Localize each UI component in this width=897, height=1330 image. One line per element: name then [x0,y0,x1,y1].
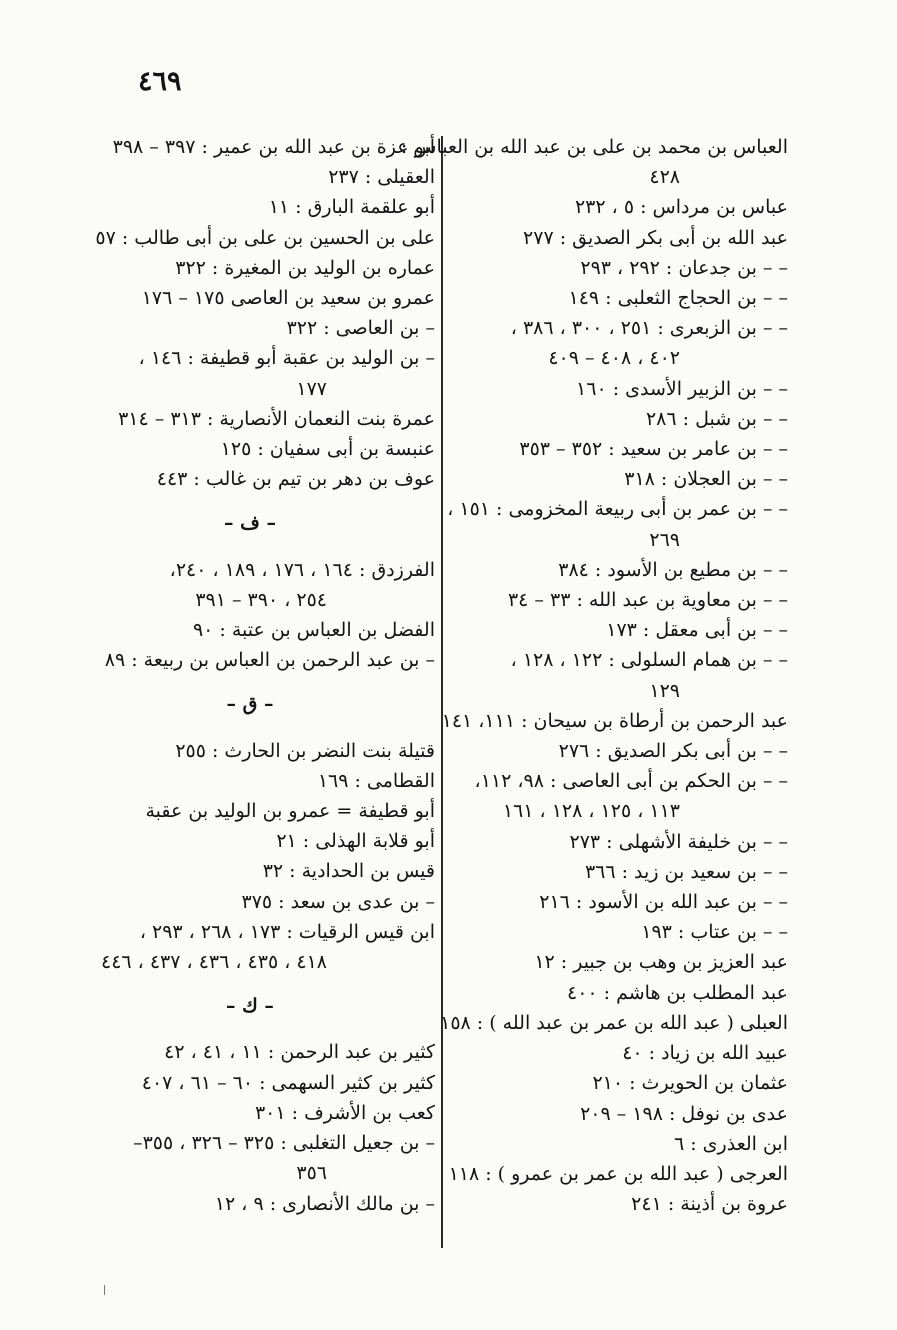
index-entry: عبد الرحمن بن أرطاة بن سيحان : ١١١، ١٤١ [441,709,788,732]
index-entry: – – بن جدعان : ٢٩٢ ، ٢٩٣ [580,256,788,279]
index-entry: العباس بن محمد بن على بن عبد الله بن العباس : [400,136,788,158]
index-entry-continuation: ٤٢٨ [649,166,680,189]
index-entry: – بن عدى بن سعد : ٣٧٥ [241,890,435,913]
section-letter-heading: – ق – [226,693,274,716]
index-entry: كعب بن الأشرف : ٣٠١ [254,1101,435,1124]
index-entry: عبد الله بن أبى بكر الصديق : ٢٧٧ [523,226,788,249]
index-entry: – بن جعيل التغلبى : ٣٢٥ – ٣٢٦ ، ٣٥٥– [133,1132,435,1155]
index-entry: كثير بن عبد الرحمن : ١١ ، ٤١ ، ٤٢ [164,1041,435,1064]
index-entry: عروة بن أذينة : ٢٤١ [631,1193,788,1216]
index-entry: – بن الوليد بن عقبة أبو قطيفة : ١٤٦ ، [138,347,435,370]
page-speck [104,1285,105,1295]
index-entry: الفرزدق : ١٦٤ ، ١٧٦ ، ١٨٩ ، ٢٤٠، [169,558,435,581]
index-entry: ابن العذرى : ٦ [673,1132,788,1155]
index-entry: عدى بن نوفل : ١٩٨ – ٢٠٩ [580,1102,788,1125]
index-entry: – – بن مطيع بن الأسود : ٣٨٤ [558,558,788,581]
index-entry: – – بن عمر بن أبى ربيعة المخزومى : ١٥١ ، [447,498,788,521]
index-entry: – – بن الحكم بن أبى العاصى : ٩٨، ١١٢، [474,770,788,793]
index-entry: أبو عزة بن عبد الله بن عمير : ٣٩٧ – ٣٩٨ [112,136,435,158]
index-entry: – بن العاصى : ٣٢٢ [286,317,435,340]
index-entry: أبو قطيفة = عمرو بن الوليد بن عقبة [145,800,435,823]
index-entry-continuation: ٢٥٤ ، ٣٩٠ – ٣٩١ [195,588,327,611]
index-entry: عبد المطلب بن هاشم : ٤٠٠ [567,981,788,1004]
index-entry: أبو قلابة الهذلى : ٢١ [276,830,435,853]
index-entry: – – بن شبل : ٢٨٦ [645,407,788,430]
index-entry: كثير بن كثير السهمى : ٦٠ – ٦١ ، ٤٠٧ [141,1071,435,1094]
index-entry: الفضل بن العباس بن عتبة : ٩٠ [192,619,435,642]
index-entry: عماره بن الوليد بن المغيرة : ٣٢٢ [175,256,435,279]
index-entry: – – بن الحجاج الثعلبى : ١٤٩ [568,287,788,310]
index-entry: العبلى ( عبد الله بن عمر بن عبد الله ) : ١٥٨ [440,1011,788,1034]
section-letter-heading: – ف – [224,512,276,535]
index-entry-continuation: ٤١٨ ، ٤٣٥ ، ٤٣٦ ، ٤٣٧ ، ٤٤٦ [101,951,327,974]
index-entry: – – بن همام السلولى : ١٢٢ ، ١٢٨ ، [510,649,788,672]
index-entry: – – بن أبى بكر الصديق : ٢٧٦ [558,740,788,763]
index-entry: – – بن العجلان : ٣١٨ [624,468,788,491]
column-divider [441,136,443,1248]
index-entry: – بن مالك الأنصارى : ٩ ، ١٢ [214,1192,435,1215]
index-entry-continuation: ٣٥٦ [296,1162,327,1185]
index-entry: عوف بن دهر بن تيم بن غالب : ٤٤٣ [156,468,435,491]
index-entry: – – بن أبى معقل : ١٧٣ [606,619,788,642]
index-entry: – – بن معاوية بن عبد الله : ٣٣ – ٣٤ [507,589,788,612]
index-entry: قتيلة بنت النضر بن الحارث : ٢٥٥ [175,739,435,762]
index-entry: عمرة بنت النعمان الأنصارية : ٣١٣ – ٣١٤ [118,407,435,430]
index-entry: العقيلى : ٢٣٧ [328,166,435,189]
section-letter-heading: – ك – [226,995,274,1018]
index-entry: – – بن عتاب : ١٩٣ [641,921,788,944]
index-entry: عثمان بن الحويرث : ٢١٠ [592,1072,788,1095]
index-entry: على بن الحسين بن على بن أبى طالب : ٥٧ [95,226,435,249]
index-entry: العرجى ( عبد الله بن عمر بن عمرو ) : ١١٨ [448,1162,788,1185]
index-entry: عمرو بن سعيد بن العاصى ١٧٥ – ١٧٦ [141,287,435,310]
index-entry: – – بن عبد الله بن الأسود : ٢١٦ [539,891,788,914]
index-entry: عبيد الله بن زياد : ٤٠ [622,1042,788,1065]
index-column-left [95,132,435,1219]
index-entry: – – بن الزبعرى : ٢٥١ ، ٣٠٠ ، ٣٨٦ ، [510,317,788,340]
index-entry: عنبسة بن أبى سفيان : ١٢٥ [220,438,435,461]
index-entry: القطامى : ١٦٩ [317,769,435,792]
index-entry: أبو علقمة البارق : ١١ [268,196,435,219]
index-entry-continuation: ٢٦٩ [649,528,680,551]
index-entry-continuation: ١١٣ ، ١٢٥ ، ١٢٨ ، ١٦١ [502,800,680,823]
index-entry: ابن قيس الرقيات : ١٧٣ ، ٢٦٨ ، ٢٩٣ ، [139,920,435,943]
index-entry-continuation: ١٢٩ [649,679,680,702]
page-number: ٤٦٩ [138,66,182,97]
index-entry: عباس بن مرداس : ٥ ، ٢٣٢ [574,196,788,219]
index-entry: قيس بن الحدادية : ٣٢ [262,860,435,883]
index-entry: – بن عبد الرحمن بن العباس بن ربيعة : ٨٩ [104,649,435,672]
index-entry: – – بن عامر بن سعيد : ٣٥٢ – ٣٥٣ [519,438,788,461]
index-column-right [400,132,788,1219]
index-entry: – – بن الزبير الأسدى : ١٦٠ [576,377,788,400]
index-entry: – – بن سعيد بن زيد : ٣٦٦ [584,860,788,883]
index-entry-continuation: ١٧٧ [296,377,327,400]
index-entry: عبد العزيز بن وهب بن جبير : ١٢ [534,951,788,974]
index-entry-continuation: ٤٠٢ ، ٤٠٨ – ٤٠٩ [548,347,680,370]
index-entry: – – بن خليفة الأشهلى : ٢٧٣ [569,830,788,853]
